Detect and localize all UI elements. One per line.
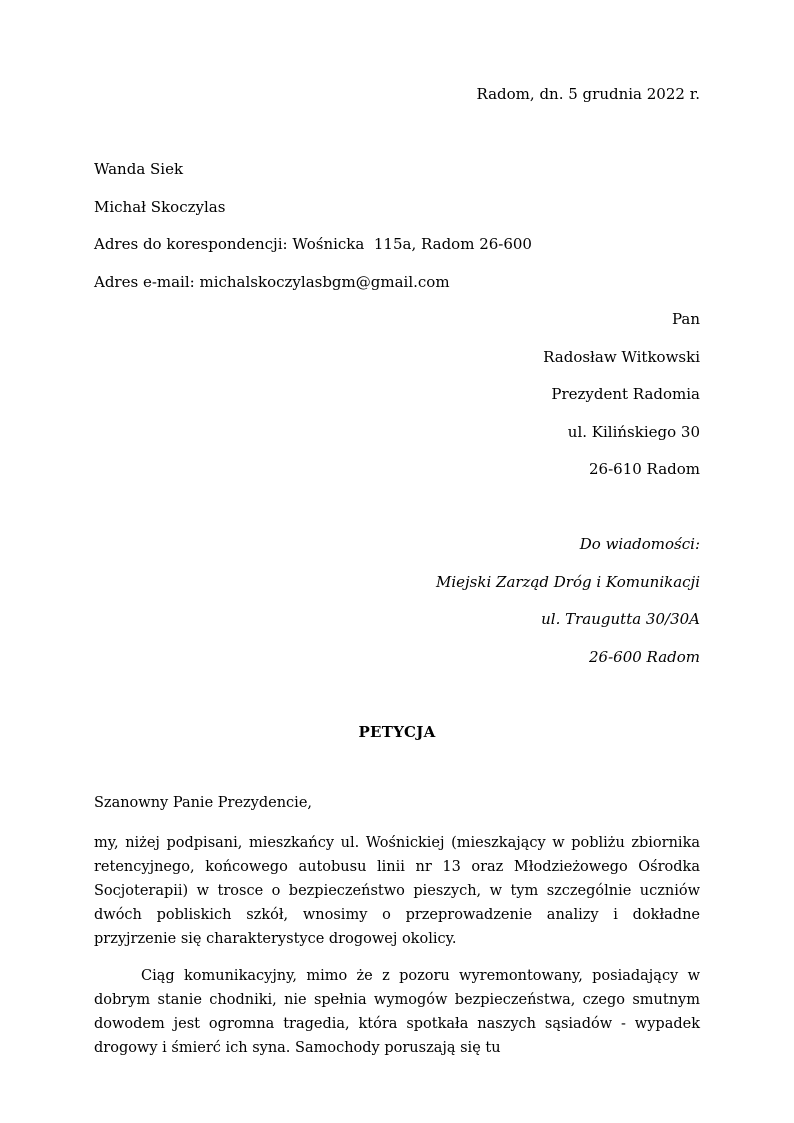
sender-name-line-2: Michał Skoczylas xyxy=(94,197,226,216)
recipient-city-line: 26-610 Radom xyxy=(589,460,700,478)
petition-title: PETYCJA xyxy=(358,722,436,741)
cc-city-line: 26-600 Radom xyxy=(589,647,700,666)
body-paragraph-1: my, niżej podpisani, mieszkańcy ul. Wośnickiej (mieszkający w pobliżu zbiornika retencyjnego, końcowego autobusu linii nr 13 oraz Młodzieżowego Ośrodka Socjoterapii) w trosce o bezpieczeństwo pieszych, w tym szczególnie uczniów dwóch pobliskich szkół, wnosimy o przeprowadzenie analizy i dokładne przyjrzenie się charakterystyce drogowej okolicy. xyxy=(94,835,700,947)
cc-street-line: ul. Traugutta 30/30A xyxy=(541,610,700,628)
sender-name-line-1: Wanda Siek xyxy=(94,160,184,178)
sender-postal-address-line: Adres do korespondencji: Wośnicka 115a, Radom 26-600 xyxy=(94,235,532,253)
sender-email-line: Adres e-mail: michalskoczylasbgm@gmail.com xyxy=(94,272,450,291)
recipient-street-line: ul. Kilińskiego 30 xyxy=(567,422,700,441)
recipient-name-line: Radosław Witkowski xyxy=(543,347,700,366)
recipient-role-line: Prezydent Radomia xyxy=(551,385,700,403)
body-paragraph-2: Ciąg komunikacyjny, mimo że z pozoru wyremontowany, posiadający w dobrym stanie chodniki, nie spełnia wymogów bezpieczeństwa, czego smutnym dowodem jest ogromna tragedia, która spotkała naszych sąsiadów - wypadek drogowy i śmierć ich syna. Samochody poruszają się tu xyxy=(94,968,700,1056)
recipient-block xyxy=(94,301,700,489)
recipient-honorific-line: Pan xyxy=(671,310,700,328)
sender-block xyxy=(94,151,700,301)
cc-block xyxy=(94,526,700,676)
salutation: Szanowny Panie Prezydencie, xyxy=(94,795,313,811)
cc-organization-line: Miejski Zarząd Dróg i Komunikacji xyxy=(435,572,700,591)
date-line: Radom, dn. 5 grudnia 2022 r. xyxy=(476,85,700,103)
cc-heading-line: Do wiadomości: xyxy=(579,535,700,553)
